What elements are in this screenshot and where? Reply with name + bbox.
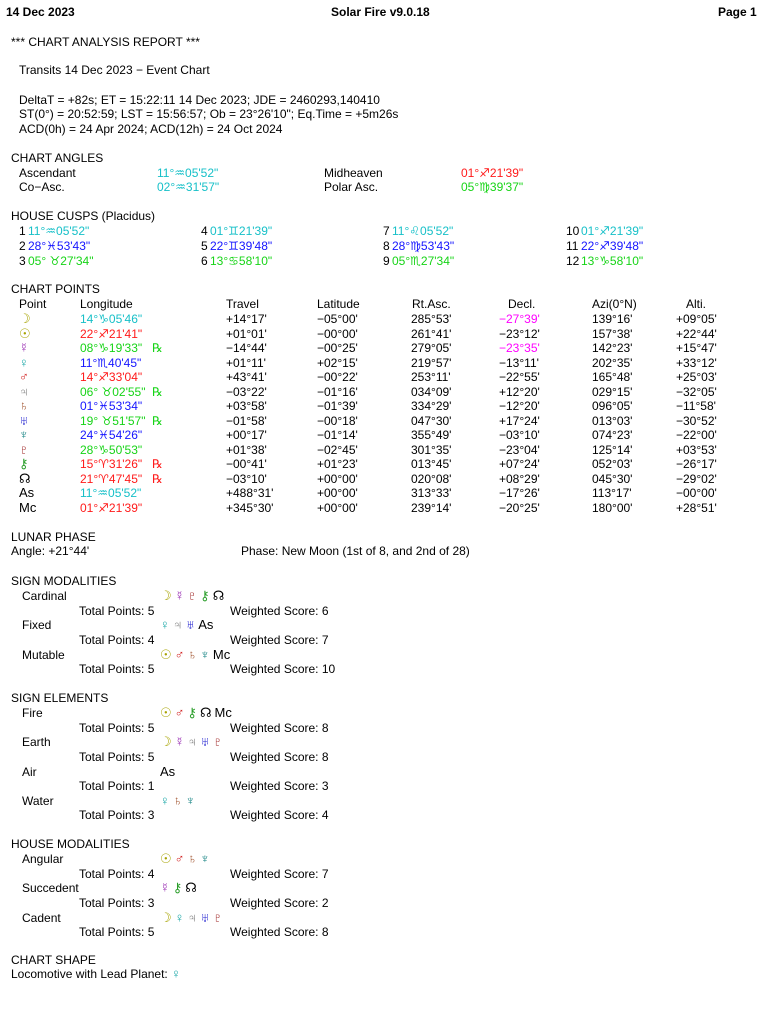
altitude: +15°47' — [676, 341, 717, 355]
chiron-icon: ⚷︎ — [19, 456, 29, 471]
total-points: Total Points: 3 — [79, 895, 155, 910]
right-ascension: 301°35' — [411, 442, 452, 457]
info-line: ST(0°) = 20:52:59; LST = 15:56:57; Ob = 23°26'10"; Eq.Time = +5m26s — [19, 107, 399, 121]
group-label: Cardinal — [22, 589, 67, 603]
sun-icon: ☉︎ — [19, 325, 31, 341]
table-row — [0, 385, 768, 399]
planet-icon: ♃︎ — [172, 617, 183, 633]
declination: −22°55' — [499, 370, 540, 384]
group-label: Succedent — [22, 881, 79, 896]
cusp-value: 05°♏︎27'34" — [392, 254, 455, 268]
column-header: Decl. — [508, 297, 536, 311]
cusp-number: 7 — [383, 224, 390, 238]
latitude: +00°00' — [317, 471, 358, 486]
total-points: Total Points: 3 — [79, 808, 155, 823]
planet-icon: ♄︎ — [187, 646, 198, 662]
planet-icon: ☿︎ — [160, 880, 170, 896]
travel: +01°11' — [226, 355, 266, 370]
angle-value: 02°♒︎31'57" — [157, 180, 220, 194]
cusp-value: 05° ♉︎27'34" — [28, 254, 94, 268]
right-ascension: 219°57' — [411, 355, 452, 370]
header-page-number: Page 1 — [718, 5, 757, 19]
planet-icon: ♂︎ — [174, 646, 185, 662]
lunar-phase: Phase: New Moon (1st of 8, and 2nd of 28) — [241, 544, 470, 558]
planet-icon: ☊︎ — [199, 705, 212, 720]
group-label: Angular — [22, 852, 64, 866]
latitude: −00°25' — [317, 341, 358, 355]
right-ascension: 261°41' — [411, 326, 452, 341]
declination: −03°10' — [499, 428, 540, 442]
longitude: 08°♑︎19'33" — [80, 341, 143, 355]
column-header: Latitude — [317, 297, 360, 311]
right-ascension: 034°09' — [411, 384, 452, 399]
declination: −17°26' — [499, 486, 540, 500]
info-line: DeltaT = +82s; ET = 15:22:11 14 Dec 2023; JDE = 2460293,140410 — [19, 93, 380, 107]
azimuth: 113°17' — [592, 486, 632, 500]
retrograde-icon: ℞ — [152, 384, 163, 399]
mercury-icon: ☿︎ — [19, 340, 29, 355]
right-ascension: 279°05' — [411, 341, 452, 355]
table-row — [0, 399, 768, 413]
right-ascension: 047°30' — [411, 413, 452, 428]
longitude: 19° ♉︎51'57" — [80, 413, 146, 428]
right-ascension: 253°11' — [411, 370, 451, 384]
azimuth: 180°00' — [592, 500, 633, 515]
longitude: 11°♏︎40'45" — [80, 355, 142, 370]
planet-icon: ♇︎ — [187, 588, 198, 603]
planet-icon: ♃︎ — [187, 909, 198, 925]
angle-label: Ascendant — [19, 166, 76, 180]
right-ascension: 013°45' — [411, 457, 452, 471]
planet-icon: ♄︎ — [187, 851, 198, 866]
column-header: Point — [19, 297, 47, 311]
longitude: 28°♑︎50'53" — [80, 442, 143, 457]
group-label: Cadent — [22, 910, 61, 925]
planet-icon: ☽︎ — [160, 909, 172, 925]
section-heading-lunar: LUNAR PHASE — [11, 530, 96, 544]
lunar-angle: Angle: +21°44' — [11, 544, 90, 558]
azimuth: 202°35' — [592, 355, 633, 370]
altitude: −29°02' — [676, 471, 717, 486]
cusp-number: 5 — [201, 239, 208, 253]
planet-icon: ♀︎ — [174, 909, 185, 925]
planet-icon: ♆︎ — [200, 646, 210, 662]
planet-icon: ♅︎ — [200, 734, 210, 750]
group-glyphs — [160, 735, 226, 749]
longitude: 21°♈︎47'45" — [80, 471, 143, 486]
cusp-value: 28°♍︎53'43" — [392, 239, 455, 253]
planet-icon: ♅︎ — [200, 909, 210, 925]
travel: −14°44' — [226, 341, 267, 355]
travel: −03°10' — [226, 471, 267, 486]
azimuth: 045°30' — [592, 471, 633, 486]
cusp-value: 22°♐︎39'48" — [581, 239, 644, 253]
declination: +08°29' — [499, 471, 540, 486]
latitude: −05°00' — [317, 312, 358, 326]
weighted-score: Weighted Score: 4 — [230, 808, 329, 823]
altitude: −32°05' — [676, 384, 717, 399]
weighted-score: Weighted Score: 8 — [230, 720, 329, 735]
section-heading-cusps: HOUSE CUSPS (Placidus) — [11, 209, 156, 223]
planet-icon: ♅︎ — [185, 617, 196, 633]
weighted-score: Weighted Score: 2 — [230, 895, 329, 910]
latitude: −01°39' — [317, 399, 358, 413]
travel: −00°41' — [226, 457, 267, 471]
group-glyphs — [160, 765, 178, 779]
travel: −01°58' — [226, 413, 267, 428]
right-ascension: 334°29' — [411, 399, 452, 413]
table-row — [0, 312, 768, 326]
moon-icon: ☽︎ — [19, 311, 31, 326]
retrograde-icon: ℞ — [152, 413, 163, 428]
angle-label: Co−Asc. — [19, 180, 65, 194]
pluto-icon: ♇︎ — [19, 441, 29, 457]
mars-icon: ♂︎ — [19, 369, 29, 384]
weighted-score: Weighted Score: 6 — [230, 603, 329, 618]
angle-value: 11°♒︎05'52" — [157, 166, 219, 180]
group-label: Fire — [22, 706, 43, 720]
travel: +488°31' — [226, 486, 274, 500]
travel: +14°17' — [226, 312, 267, 326]
altitude: −22°00' — [676, 428, 717, 442]
declination: −23°12' — [499, 326, 540, 341]
planet-icon: As — [160, 763, 176, 779]
cusp-value: 11°♒︎05'52" — [28, 224, 90, 238]
travel: +43°41' — [226, 370, 267, 384]
retrograde-icon: ℞ — [152, 471, 163, 486]
planet-icon: ☿︎ — [174, 588, 185, 603]
azimuth: 125°14' — [592, 442, 633, 457]
cusp-number: 11 — [566, 239, 579, 253]
shape-description: Locomotive with Lead Planet: — [11, 967, 168, 981]
venus-icon: ♀︎ — [171, 966, 181, 981]
azimuth: 074°23' — [592, 428, 633, 442]
cusp-number: 4 — [201, 224, 208, 238]
latitude: +02°15' — [317, 355, 358, 370]
altitude: −26°17' — [676, 457, 717, 471]
column-header: Azi(0°N) — [592, 297, 637, 311]
travel: +345°30' — [226, 500, 274, 515]
altitude: +33°12' — [676, 355, 717, 370]
section-heading: SIGN MODALITIES — [11, 574, 117, 588]
shape-text — [11, 967, 184, 981]
travel: +03°58' — [226, 399, 267, 413]
declination: −12°20' — [499, 399, 540, 413]
cusp-value: 28°♓︎53'43" — [28, 239, 91, 253]
latitude: −02°45' — [317, 442, 358, 457]
planet-icon: ☽︎ — [160, 588, 172, 603]
table-row — [0, 457, 768, 471]
azimuth: 029°15' — [592, 384, 633, 399]
longitude: 24°♓︎54'26" — [80, 428, 143, 442]
planet-icon: ☉︎ — [160, 851, 172, 866]
total-points: Total Points: 5 — [79, 720, 155, 735]
longitude: 01°♐︎21'39" — [80, 500, 143, 515]
cusp-number: 1 — [19, 224, 26, 238]
cusp-number: 10 — [566, 224, 580, 238]
section-heading: SIGN ELEMENTS — [11, 691, 109, 705]
planet-icon: Mc — [214, 705, 232, 720]
chart-name: Transits 14 Dec 2023 − Event Chart — [19, 63, 210, 77]
group-glyphs — [160, 881, 200, 895]
longitude: 14°♐︎33'04" — [80, 370, 143, 384]
planet-icon: Mc — [212, 646, 231, 662]
weighted-score: Weighted Score: 7 — [230, 866, 329, 881]
total-points: Total Points: 4 — [79, 866, 155, 881]
total-points: Total Points: 4 — [79, 632, 155, 647]
planet-icon: ♇︎ — [212, 909, 223, 925]
planet-icon: ♀︎ — [160, 792, 170, 808]
cusp-number: 3 — [19, 254, 26, 268]
planet-icon: ♇︎ — [212, 734, 223, 750]
altitude: +03°53' — [676, 442, 717, 457]
angle-label: Polar Asc. — [324, 180, 379, 194]
group-glyphs — [160, 794, 198, 808]
right-ascension: 239°14' — [411, 500, 452, 515]
info-line: ACD(0h) = 24 Apr 2024; ACD(12h) = 24 Oct 2024 — [19, 122, 283, 136]
column-header: Longitude — [80, 297, 133, 311]
group-glyphs — [160, 589, 227, 603]
cusp-number: 2 — [19, 239, 26, 253]
weighted-score: Weighted Score: 10 — [230, 662, 336, 677]
group-label: Earth — [22, 735, 51, 750]
cusp-value: 11°♌︎05'52" — [392, 224, 454, 238]
azimuth: 157°38' — [592, 326, 633, 341]
header-date: 14 Dec 2023 — [6, 5, 75, 19]
planet-icon: ⚷︎ — [200, 588, 210, 603]
table-row — [0, 414, 768, 428]
right-ascension: 313°33' — [411, 486, 452, 500]
declination: −23°04' — [499, 442, 540, 457]
table-row — [0, 356, 768, 370]
altitude: +09°05' — [676, 312, 717, 326]
group-glyphs — [160, 911, 226, 925]
longitude: 22°♐︎21'41" — [80, 326, 143, 341]
longitude: 06° ♉︎02'55" — [80, 384, 146, 399]
planet-icon: ♆︎ — [185, 792, 196, 808]
cusp-number: 12 — [566, 254, 580, 268]
group-glyphs — [160, 706, 235, 720]
longitude: 14°♑︎05'46" — [80, 312, 143, 326]
latitude: −00°18' — [317, 413, 358, 428]
group-label: Mutable — [22, 647, 65, 662]
travel: −03°22' — [226, 384, 267, 399]
planet-icon: ☊︎ — [212, 588, 225, 603]
travel: +01°01' — [226, 326, 267, 341]
planet-icon: ♃︎ — [187, 734, 198, 750]
planet-icon: ⚷︎ — [187, 705, 197, 720]
retrograde-icon: ℞ — [152, 457, 163, 471]
right-ascension: 020°08' — [411, 471, 452, 486]
group-glyphs — [160, 648, 233, 662]
declination: +07°24' — [499, 457, 540, 471]
altitude: +28°51' — [676, 500, 717, 515]
angle-label: Midheaven — [324, 166, 383, 180]
planet-icon: ☊︎ — [185, 880, 197, 896]
weighted-score: Weighted Score: 7 — [230, 632, 329, 647]
azimuth: 052°03' — [592, 457, 633, 471]
cusp-number: 8 — [383, 239, 390, 253]
latitude: −01°16' — [317, 384, 358, 399]
azimuth: 096°05' — [592, 399, 633, 413]
report-title: *** CHART ANALYSIS REPORT *** — [11, 35, 200, 49]
section-heading-points: CHART POINTS — [11, 282, 100, 296]
azimuth: 142°23' — [592, 341, 633, 355]
column-header: Travel — [226, 297, 259, 311]
total-points: Total Points: 5 — [79, 662, 155, 677]
saturn-icon: ♄︎ — [19, 398, 29, 413]
table-row — [0, 341, 768, 355]
table-row — [0, 428, 768, 442]
altitude: −11°58' — [676, 399, 716, 413]
section-heading: HOUSE MODALITIES — [11, 837, 130, 851]
declination: −23°35' — [499, 341, 540, 355]
cusp-value: 01°♐︎21'39" — [581, 224, 644, 238]
cusp-value: 22°♊︎39'48" — [210, 239, 273, 253]
longitude: 01°♓︎53'34" — [80, 399, 143, 413]
planet-icon: ♀︎ — [160, 617, 170, 633]
total-points: Total Points: 5 — [79, 925, 155, 940]
uranus-icon: ♅︎ — [19, 412, 29, 428]
cusp-number: 9 — [383, 254, 390, 268]
latitude: +01°23' — [317, 457, 358, 471]
header-app-name: Solar Fire v9.0.18 — [331, 5, 430, 19]
group-label: Water — [22, 793, 54, 808]
table-row — [0, 472, 768, 486]
group-label: Fixed — [22, 618, 52, 633]
retrograde-icon: ℞ — [152, 341, 163, 355]
latitude: −00°22' — [317, 370, 358, 384]
table-row — [0, 486, 768, 500]
column-header: Alti. — [686, 297, 707, 311]
planet-icon: ☿︎ — [174, 734, 185, 750]
right-ascension: 355°49' — [411, 428, 452, 442]
group-glyphs — [160, 618, 216, 632]
longitude: 11°♒︎05'52" — [80, 486, 142, 500]
declination: +17°24' — [499, 413, 540, 428]
group-label: Air — [22, 764, 37, 779]
total-points: Total Points: 5 — [79, 603, 155, 618]
declination: −13°11' — [499, 355, 539, 370]
weighted-score: Weighted Score: 8 — [230, 749, 329, 764]
planet-icon: ☽︎ — [160, 734, 172, 750]
planet-icon: ♂︎ — [174, 851, 185, 866]
latitude: −00°00' — [317, 326, 358, 341]
altitude: −00°00' — [676, 486, 717, 500]
planet-icon: ☉︎ — [160, 705, 172, 720]
planet-icon: ♆︎ — [200, 851, 210, 866]
cusp-number: 6 — [201, 254, 208, 268]
weighted-score: Weighted Score: 3 — [230, 779, 329, 794]
altitude: +25°03' — [676, 370, 717, 384]
table-row — [0, 443, 768, 457]
planet-icon: As — [198, 617, 214, 633]
planet-icon: ♄︎ — [172, 792, 183, 808]
latitude: +00°00' — [317, 486, 358, 500]
column-header: Rt.Asc. — [412, 297, 451, 311]
cusp-value: 13°♋︎58'10" — [210, 254, 273, 268]
asc-icon: As — [19, 485, 35, 500]
declination: −27°39' — [499, 312, 540, 326]
declination: +12°20' — [499, 384, 540, 399]
table-row — [0, 327, 768, 341]
venus-icon: ♀︎ — [19, 354, 29, 370]
group-glyphs — [160, 852, 213, 866]
section-heading-angles: CHART ANGLES — [11, 151, 104, 165]
total-points: Total Points: 5 — [79, 749, 155, 764]
azimuth: 013°03' — [592, 413, 633, 428]
planet-icon: ☉︎ — [160, 646, 172, 662]
table-row — [0, 501, 768, 515]
table-row — [0, 370, 768, 384]
declination: −20°25' — [499, 500, 540, 515]
travel: +00°17' — [226, 428, 267, 442]
jupiter-icon: ♃︎ — [19, 383, 29, 399]
latitude: −01°14' — [317, 428, 358, 442]
mc-icon: Mc — [19, 499, 37, 515]
right-ascension: 285°53' — [411, 312, 452, 326]
latitude: +00°00' — [317, 500, 358, 515]
planet-icon: ♂︎ — [174, 705, 185, 720]
longitude: 15°♈︎31'26" — [80, 457, 143, 471]
node-icon: ☊︎ — [19, 470, 31, 486]
cusp-value: 13°♑︎58'10" — [581, 254, 644, 268]
travel: +01°38' — [226, 442, 267, 457]
weighted-score: Weighted Score: 8 — [230, 925, 329, 940]
angle-value: 01°♐︎21'39" — [461, 166, 524, 180]
azimuth: 165°48' — [592, 370, 633, 384]
angle-value: 05°♍︎39'37" — [461, 180, 524, 194]
altitude: +22°44' — [676, 326, 717, 341]
planet-icon: ⚷︎ — [172, 880, 183, 896]
cusp-value: 01°♊︎21'39" — [210, 224, 273, 238]
altitude: −30°52' — [676, 413, 717, 428]
azimuth: 139°16' — [592, 312, 633, 326]
neptune-icon: ♆︎ — [19, 427, 29, 442]
total-points: Total Points: 1 — [79, 779, 155, 794]
section-heading-shape: CHART SHAPE — [11, 953, 96, 967]
